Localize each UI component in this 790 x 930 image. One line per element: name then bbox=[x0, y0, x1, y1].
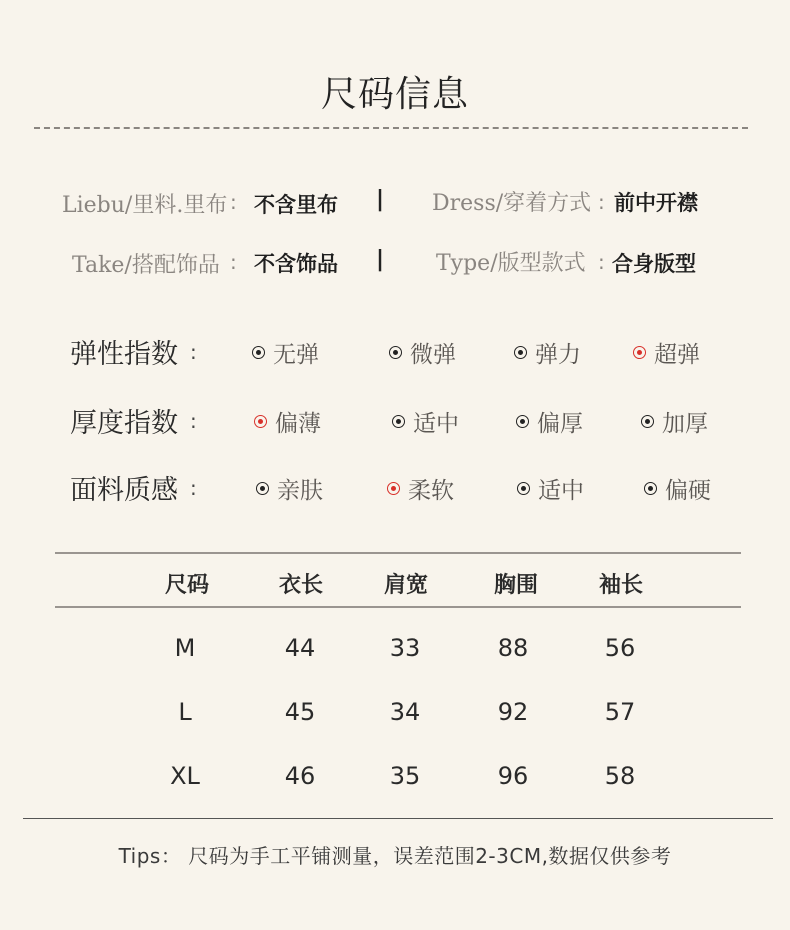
table-header-cell: 袖长 bbox=[598, 573, 643, 598]
info-colon: : bbox=[230, 190, 237, 214]
table-cell: 46 bbox=[284, 762, 316, 790]
table-top-rule bbox=[55, 552, 741, 554]
radio-icon bbox=[644, 482, 657, 495]
attr-option[interactable] bbox=[641, 405, 708, 438]
attr-option[interactable] bbox=[387, 472, 454, 505]
info-value: 不含饰品 bbox=[254, 252, 338, 276]
table-cell: 57 bbox=[604, 698, 636, 726]
radio-icon bbox=[254, 415, 267, 428]
table-cell: 92 bbox=[497, 698, 529, 726]
info-separator: | bbox=[376, 247, 385, 272]
attr-option-label: 适中 bbox=[413, 411, 459, 437]
radio-icon bbox=[641, 415, 654, 428]
attr-label: 面料质感 bbox=[70, 475, 178, 506]
table-cell: 33 bbox=[389, 634, 421, 662]
attr-option[interactable] bbox=[633, 336, 700, 369]
info-label: Type/版型款式 bbox=[436, 251, 586, 276]
table-cell: 58 bbox=[604, 762, 636, 790]
info-separator: | bbox=[376, 187, 385, 212]
info-label: Liebu/里料.里布 bbox=[62, 193, 228, 218]
attr-colon: : bbox=[190, 409, 197, 433]
attr-option[interactable] bbox=[252, 336, 319, 369]
footer-rule bbox=[23, 818, 773, 819]
table-cell: 44 bbox=[284, 634, 316, 662]
attr-option-label: 弹力 bbox=[535, 342, 581, 368]
info-row bbox=[0, 186, 790, 220]
attr-row-thickness bbox=[0, 401, 790, 441]
table-cell: 96 bbox=[497, 762, 529, 790]
attr-label: 弹性指数 bbox=[70, 339, 178, 370]
table-cell: L bbox=[178, 698, 192, 726]
attr-option[interactable] bbox=[254, 405, 321, 438]
table-header-cell: 肩宽 bbox=[383, 573, 428, 598]
attr-option[interactable] bbox=[256, 472, 323, 505]
attr-option-label: 亲肤 bbox=[277, 478, 323, 504]
attr-option[interactable] bbox=[644, 472, 711, 505]
page-title: 尺码信息 bbox=[320, 74, 469, 115]
radio-icon bbox=[256, 482, 269, 495]
attr-option-label: 微弹 bbox=[410, 342, 456, 368]
radio-icon bbox=[252, 346, 265, 359]
info-colon: : bbox=[598, 250, 605, 274]
info-label: Dress/穿着方式 bbox=[432, 191, 592, 216]
info-value: 合身版型 bbox=[612, 252, 696, 276]
attr-option[interactable] bbox=[514, 336, 581, 369]
attr-option[interactable] bbox=[516, 405, 583, 438]
radio-icon bbox=[633, 346, 646, 359]
table-header-cell: 衣长 bbox=[278, 573, 323, 598]
radio-icon bbox=[392, 415, 405, 428]
info-colon: : bbox=[230, 250, 237, 274]
info-value: 前中开襟 bbox=[614, 191, 698, 215]
table-header-cell: 尺码 bbox=[164, 573, 209, 598]
table-cell: 88 bbox=[497, 634, 529, 662]
attr-option-label: 无弹 bbox=[273, 342, 319, 368]
attr-colon: : bbox=[190, 340, 197, 364]
info-colon: : bbox=[598, 190, 605, 214]
attr-option-label: 偏硬 bbox=[665, 478, 711, 504]
info-row bbox=[0, 246, 790, 280]
table-header-cell: 胸围 bbox=[493, 573, 538, 598]
attr-option[interactable] bbox=[392, 405, 459, 438]
table-header-rule bbox=[55, 606, 741, 608]
info-label: Take/搭配饰品 bbox=[72, 253, 220, 278]
table-cell: 35 bbox=[389, 762, 421, 790]
attr-option-label: 适中 bbox=[538, 478, 584, 504]
table-cell: 34 bbox=[389, 698, 421, 726]
attr-option-label: 偏薄 bbox=[275, 411, 321, 437]
table-cell: 56 bbox=[604, 634, 636, 662]
table-cell: XL bbox=[170, 762, 200, 790]
dashed-divider bbox=[34, 127, 748, 129]
attr-option-label: 柔软 bbox=[408, 478, 454, 504]
radio-icon bbox=[517, 482, 530, 495]
attr-option-label: 偏厚 bbox=[537, 411, 583, 437]
attr-option[interactable] bbox=[517, 472, 584, 505]
attr-row-texture bbox=[0, 468, 790, 508]
radio-icon bbox=[516, 415, 529, 428]
info-value: 不含里布 bbox=[254, 193, 338, 217]
attr-option[interactable] bbox=[389, 336, 456, 369]
table-cell: 45 bbox=[284, 698, 316, 726]
radio-icon bbox=[387, 482, 400, 495]
attr-label: 厚度指数 bbox=[70, 408, 178, 439]
attr-colon: : bbox=[190, 476, 197, 500]
table-cell: M bbox=[174, 634, 196, 662]
attr-row-elasticity bbox=[0, 332, 790, 372]
radio-icon bbox=[389, 346, 402, 359]
radio-icon bbox=[514, 346, 527, 359]
attr-option-label: 加厚 bbox=[662, 411, 708, 437]
attr-option-label: 超弹 bbox=[654, 342, 700, 368]
tips-text: Tips： 尺码为手工平铺测量，误差范围2-3CM,数据仅供参考 bbox=[118, 844, 672, 868]
